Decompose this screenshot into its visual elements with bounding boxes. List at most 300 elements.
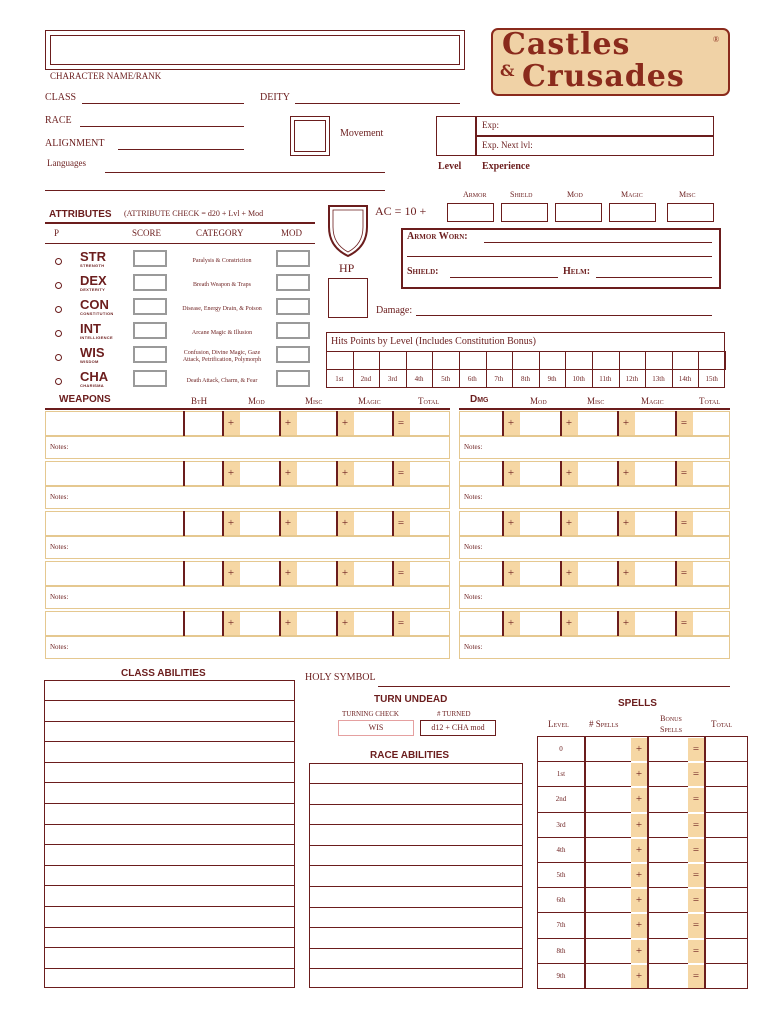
weapons-misc-label: Misc — [305, 396, 323, 406]
attribute-full-name: STRENGTH — [80, 263, 105, 268]
class-ability-line[interactable] — [45, 782, 294, 783]
turning-check-box — [338, 720, 414, 736]
helm-field[interactable] — [596, 277, 712, 278]
weapon-divider — [279, 411, 281, 436]
deity-field[interactable] — [295, 103, 460, 104]
weapon-divider — [392, 611, 394, 636]
dmg-magic-label: Magic — [641, 396, 664, 406]
col-category: CATEGORY — [196, 228, 244, 238]
equals-sign: = — [688, 864, 704, 887]
ac-mod-box[interactable] — [555, 203, 602, 222]
ac-mod-label: Mod — [567, 190, 583, 199]
spell-count-input[interactable] — [584, 964, 631, 989]
plus-sign: + — [279, 612, 297, 635]
attribute-mod-input[interactable] — [276, 370, 310, 387]
weapon-divider — [222, 511, 224, 536]
ac-armor-box[interactable] — [447, 203, 494, 222]
character-name-label: CHARACTER NAME/RANK — [50, 71, 162, 81]
spell-total-input[interactable] — [704, 888, 747, 913]
weapon-divider — [183, 511, 185, 536]
race-ability-line[interactable] — [310, 845, 522, 846]
attribute-abbr-text: CON — [80, 297, 109, 312]
equals-sign: = — [688, 940, 704, 963]
alignment-field[interactable] — [118, 149, 244, 150]
helm-label: Helm: — [563, 266, 591, 277]
movement-box[interactable] — [290, 116, 330, 156]
prime-attribute-toggle[interactable] — [55, 330, 62, 337]
attribute-abbr-text: CHA — [80, 369, 109, 384]
spell-count-input[interactable] — [584, 888, 631, 913]
attribute-score-input[interactable] — [133, 322, 167, 339]
class-ability-line[interactable] — [45, 947, 294, 948]
spell-total-input[interactable] — [704, 964, 747, 989]
hp-level-divider — [698, 370, 699, 388]
plus-sign: + — [502, 512, 520, 535]
equals-sign: = — [688, 965, 704, 988]
hp-level-input[interactable] — [326, 351, 354, 370]
languages-field[interactable] — [105, 172, 385, 173]
weapons-header-line — [45, 408, 450, 410]
damage-divider — [560, 411, 562, 436]
damage-divider — [560, 561, 562, 586]
class-ability-line[interactable] — [45, 968, 294, 969]
damage-notes-label: Notes: — [464, 493, 483, 501]
hp-by-level-title: Hits Points by Level (Includes Constitution Bonus) — [331, 336, 536, 347]
hp-level-input[interactable] — [698, 351, 726, 370]
attribute-abbr-text: WIS — [80, 345, 105, 360]
turning-check-label: TURNING CHECK — [342, 710, 399, 718]
weapon-notes-label: Notes: — [50, 443, 69, 451]
dmg-mod-label: Mod — [530, 396, 547, 406]
plus-sign: + — [279, 462, 297, 485]
hp-level-input[interactable] — [432, 351, 460, 370]
damage-divider — [560, 511, 562, 536]
plus-sign: + — [279, 562, 297, 585]
spell-total-input[interactable] — [704, 762, 747, 787]
bonus-spell-input[interactable] — [647, 838, 688, 863]
spell-count-input[interactable] — [584, 787, 631, 812]
class-ability-line[interactable] — [45, 824, 294, 825]
hp-level-divider — [486, 370, 487, 388]
class-ability-line[interactable] — [45, 721, 294, 722]
equals-sign: = — [392, 562, 410, 585]
equals-sign: = — [688, 889, 704, 912]
plus-sign: + — [617, 462, 635, 485]
plus-sign: + — [631, 738, 647, 761]
race-ability-line[interactable] — [310, 886, 522, 887]
plus-sign: + — [631, 839, 647, 862]
level-box[interactable] — [436, 116, 476, 156]
race-ability-line[interactable] — [310, 907, 522, 908]
plus-sign: + — [502, 612, 520, 635]
hp-level-label: 13th — [652, 375, 665, 383]
hp-level-input[interactable] — [406, 351, 434, 370]
plus-sign: + — [631, 814, 647, 837]
damage-divider — [617, 611, 619, 636]
weapon-notes-input[interactable] — [45, 436, 450, 459]
ac-magic-box[interactable] — [609, 203, 656, 222]
weapon-divider — [222, 561, 224, 586]
plus-sign: + — [631, 763, 647, 786]
spell-total-input[interactable] — [704, 737, 747, 762]
damage-notes-label: Notes: — [464, 593, 483, 601]
character-name-field[interactable] — [45, 30, 465, 70]
spell-total-input[interactable] — [704, 813, 747, 838]
weapon-name-input[interactable] — [45, 411, 450, 436]
prime-attribute-toggle[interactable] — [55, 282, 62, 289]
hp-level-divider — [406, 370, 407, 388]
equals-sign: = — [688, 788, 704, 811]
holy-symbol-field[interactable] — [378, 686, 730, 687]
equals-sign: = — [675, 512, 693, 535]
weapon-divider — [279, 461, 281, 486]
hp-level-divider — [565, 370, 566, 388]
weapon-divider — [392, 461, 394, 486]
hp-level-divider — [645, 370, 646, 388]
damage-notes-label: Notes: — [464, 543, 483, 551]
bonus-spell-input[interactable] — [647, 964, 688, 989]
plus-sign: + — [560, 462, 578, 485]
damage-divider — [560, 611, 562, 636]
languages-label: Languages — [47, 158, 86, 168]
damage-divider — [617, 511, 619, 536]
weapons-total-label: Total — [418, 396, 440, 406]
class-ability-line[interactable] — [45, 762, 294, 763]
equals-sign: = — [688, 839, 704, 862]
hp-level-divider — [379, 370, 380, 388]
attribute-full-name: CHARISMA — [80, 383, 104, 388]
dmg-total-label: Total — [699, 396, 721, 406]
col-p: P — [54, 228, 60, 238]
plus-sign: + — [336, 462, 354, 485]
attribute-category: Confusion, Divine Magic, Gaze Attack, Petrification, Polymorph — [182, 350, 262, 363]
attribute-score-input[interactable] — [133, 298, 167, 315]
attribute-mod-input[interactable] — [276, 298, 310, 315]
weapon-divider — [336, 611, 338, 636]
class-label: CLASS — [45, 92, 77, 103]
ac-misc-box[interactable] — [667, 203, 714, 222]
armor-worn-label: Armor Worn: — [407, 231, 468, 242]
equals-sign: = — [392, 512, 410, 535]
equals-sign: = — [688, 763, 704, 786]
weapon-name-input[interactable] — [45, 461, 450, 486]
spell-row-line — [538, 862, 584, 863]
attribute-category: Arcane Magic & Illusion — [191, 329, 253, 336]
weapon-notes-label: Notes: — [50, 593, 69, 601]
damage-divider — [560, 461, 562, 486]
bonus-spell-input[interactable] — [647, 737, 688, 762]
hp-level-input[interactable] — [353, 351, 381, 370]
spell-row-line — [538, 988, 584, 989]
spell-total-input[interactable] — [704, 863, 747, 888]
attribute-full-name: WISDOM — [80, 359, 99, 364]
race-field[interactable] — [80, 126, 244, 127]
attribute-check: (ATTRIBUTE CHECK = d20 + Lvl + Mod — [124, 209, 264, 218]
weapon-name-input[interactable] — [45, 611, 450, 636]
logo-line-2: Crusades — [522, 59, 685, 94]
level-label: Level — [438, 161, 462, 172]
spell-row-line — [538, 761, 584, 762]
attribute-category: Paralysis & Constriction — [192, 257, 252, 264]
weapon-divider — [183, 461, 185, 486]
hp-level-label: 9th — [547, 375, 557, 383]
bonus-spell-input[interactable] — [647, 888, 688, 913]
plus-sign: + — [631, 914, 647, 937]
damage-divider — [617, 411, 619, 436]
spell-count-input[interactable] — [584, 813, 631, 838]
shield-icon — [326, 203, 370, 259]
damage-label: Damage: — [376, 305, 413, 316]
dmg-header-line — [459, 408, 730, 410]
spells-bonus-label: Bonus Spells — [659, 714, 683, 734]
prime-attribute-toggle[interactable] — [55, 354, 62, 361]
hp-level-label: 15th — [705, 375, 718, 383]
hp-level-input[interactable] — [565, 351, 593, 370]
spell-total-input[interactable] — [704, 787, 747, 812]
equals-sign: = — [392, 462, 410, 485]
turn-undead-title: TURN UNDEAD — [374, 694, 448, 705]
spell-row-line — [538, 837, 584, 838]
weapon-divider — [392, 411, 394, 436]
bonus-spell-input[interactable] — [647, 762, 688, 787]
shield-field[interactable] — [450, 277, 558, 278]
weapons-bth-label: BtH — [191, 396, 208, 406]
ac-label: AC = 10 + — [375, 204, 427, 218]
alignment-label: ALIGNMENT — [45, 138, 105, 149]
damage-divider — [675, 561, 677, 586]
damage-notes-input[interactable] — [459, 636, 730, 659]
attribute-abbr-text: DEX — [80, 273, 107, 288]
weapon-notes-input[interactable] — [45, 536, 450, 559]
weapon-divider — [279, 511, 281, 536]
spell-level-label: 6th — [556, 896, 566, 905]
hp-level-label: 2nd — [360, 375, 372, 383]
equals-sign: = — [392, 412, 410, 435]
exp-field[interactable] — [476, 116, 714, 136]
attribute-category: Breath Weapon & Traps — [193, 281, 251, 288]
weapon-divider — [222, 411, 224, 436]
class-ability-line[interactable] — [45, 885, 294, 886]
plus-sign: + — [631, 788, 647, 811]
plus-sign: + — [560, 512, 578, 535]
spell-row-line — [538, 963, 584, 964]
prime-attribute-toggle[interactable] — [55, 378, 62, 385]
class-ability-line[interactable] — [45, 906, 294, 907]
plus-sign: + — [222, 462, 240, 485]
race-ability-line[interactable] — [310, 948, 522, 949]
weapon-divider — [336, 461, 338, 486]
spell-total-input[interactable] — [704, 913, 747, 938]
weapon-divider — [222, 611, 224, 636]
attribute-score-input[interactable] — [133, 370, 167, 387]
attribute-score-input[interactable] — [133, 250, 167, 267]
ac-magic-label: Magic — [621, 190, 643, 199]
col-score: SCORE — [132, 228, 162, 238]
hp-level-label: 12th — [625, 375, 639, 383]
race-ability-line[interactable] — [310, 783, 522, 784]
class-field[interactable] — [82, 103, 244, 104]
weapon-divider — [183, 561, 185, 586]
damage-divider — [617, 461, 619, 486]
weapons-title: WEAPONS — [59, 394, 111, 405]
attribute-full-name: DEXTERITY — [80, 287, 106, 292]
hp-level-input[interactable] — [379, 351, 407, 370]
attribute-score-input[interactable] — [133, 274, 167, 291]
bonus-spell-input[interactable] — [647, 863, 688, 888]
spell-level-label: 8th — [556, 946, 566, 955]
plus-sign: + — [560, 412, 578, 435]
dmg-title: Dmg — [470, 394, 489, 405]
attribute-mod-input[interactable] — [276, 250, 310, 267]
damage-notes-input[interactable] — [459, 486, 730, 509]
weapon-name-input[interactable] — [45, 561, 450, 586]
exp-label: Exp: — [482, 120, 499, 130]
logo-registered: ® — [713, 35, 720, 44]
turning-check-wis: WIS — [368, 723, 384, 732]
bonus-spell-input[interactable] — [647, 787, 688, 812]
turned-label: # TURNED — [437, 710, 471, 718]
damage-notes-label: Notes: — [464, 643, 483, 651]
bonus-spell-input[interactable] — [647, 939, 688, 964]
weapon-divider — [336, 561, 338, 586]
damage-notes-input[interactable] — [459, 586, 730, 609]
deity-label: DEITY — [260, 92, 290, 103]
class-ability-line[interactable] — [45, 803, 294, 804]
weapon-notes-input[interactable] — [45, 636, 450, 659]
damage-divider — [502, 561, 504, 586]
spell-level-label: 4th — [556, 845, 566, 854]
spells-level-label: Level — [548, 719, 569, 729]
spell-count-input[interactable] — [584, 939, 631, 964]
movement-label: Movement — [340, 128, 384, 139]
attribute-abbr-text: INT — [80, 321, 101, 336]
equals-sign: = — [392, 612, 410, 635]
holy-symbol-label: HOLY SYMBOL — [305, 672, 376, 683]
armor-worn-field-2[interactable] — [407, 256, 712, 257]
attributes-divider — [45, 222, 315, 224]
class-ability-line[interactable] — [45, 927, 294, 928]
equals-sign: = — [688, 914, 704, 937]
spell-level-label: 7th — [556, 921, 566, 930]
hp-box[interactable] — [328, 278, 368, 318]
race-ability-line[interactable] — [310, 927, 522, 928]
prime-attribute-toggle[interactable] — [55, 258, 62, 265]
damage-divider — [617, 561, 619, 586]
turned-formula: d12 + CHA mod — [431, 723, 485, 732]
damage-field[interactable] — [416, 315, 712, 316]
class-abilities-box[interactable] — [44, 680, 295, 988]
class-ability-line[interactable] — [45, 844, 294, 845]
spell-total-input[interactable] — [704, 838, 747, 863]
spell-count-input[interactable] — [584, 838, 631, 863]
plus-sign: + — [279, 412, 297, 435]
hp-level-input[interactable] — [619, 351, 647, 370]
spell-level-label: 3rd — [556, 820, 566, 829]
hp-level-label: 7th — [494, 375, 504, 383]
spells-title: SPELLS — [618, 698, 657, 709]
attribute-mod-input[interactable] — [276, 274, 310, 291]
bonus-spell-input[interactable] — [647, 813, 688, 838]
hp-level-divider — [592, 370, 593, 388]
race-abilities-box[interactable] — [309, 763, 523, 988]
attribute-abbr-text: STR — [80, 249, 106, 264]
spell-count-input[interactable] — [584, 863, 631, 888]
plus-sign: + — [336, 612, 354, 635]
damage-notes-input[interactable] — [459, 436, 730, 459]
spell-count-input[interactable] — [584, 762, 631, 787]
plus-sign: + — [560, 562, 578, 585]
weapon-notes-input[interactable] — [45, 586, 450, 609]
logo-line-1: Castles — [502, 27, 631, 62]
logo-ampersand: & — [500, 61, 516, 80]
armor-worn-field[interactable] — [484, 242, 712, 243]
hp-level-input[interactable] — [459, 351, 487, 370]
race-ability-line[interactable] — [310, 804, 522, 805]
plus-sign: + — [617, 512, 635, 535]
class-ability-line[interactable] — [45, 700, 294, 701]
prime-attribute-toggle[interactable] — [55, 306, 62, 313]
languages-field-2[interactable] — [45, 190, 385, 191]
weapon-divider — [222, 461, 224, 486]
exp-next-label: Exp. Next lvl: — [482, 140, 533, 150]
damage-divider — [675, 511, 677, 536]
spell-count-input[interactable] — [584, 737, 631, 762]
col-mod: MOD — [281, 228, 303, 238]
weapon-divider — [392, 511, 394, 536]
weapon-divider — [336, 411, 338, 436]
weapon-name-input[interactable] — [45, 511, 450, 536]
spell-total-input[interactable] — [704, 939, 747, 964]
race-ability-line[interactable] — [310, 865, 522, 866]
ac-armor-label: Armor — [463, 190, 487, 199]
hp-level-input[interactable] — [539, 351, 567, 370]
equals-sign: = — [675, 612, 693, 635]
hp-level-input[interactable] — [512, 351, 540, 370]
ac-shield-box[interactable] — [501, 203, 548, 222]
plus-sign: + — [631, 940, 647, 963]
race-ability-line[interactable] — [310, 824, 522, 825]
attribute-full-name: INTELLIGENCE — [80, 335, 113, 340]
class-ability-line[interactable] — [45, 865, 294, 866]
weapon-notes-input[interactable] — [45, 486, 450, 509]
dmg-misc-label: Misc — [587, 396, 605, 406]
damage-notes-input[interactable] — [459, 536, 730, 559]
plus-sign: + — [502, 412, 520, 435]
hp-level-input[interactable] — [486, 351, 514, 370]
plus-sign: + — [631, 965, 647, 988]
attribute-score-input[interactable] — [133, 346, 167, 363]
hp-level-input[interactable] — [592, 351, 620, 370]
damage-divider — [675, 461, 677, 486]
turned-box — [420, 720, 496, 736]
attribute-mod-input[interactable] — [276, 322, 310, 339]
race-ability-line[interactable] — [310, 968, 522, 969]
hp-level-label: 4th — [414, 375, 424, 383]
class-ability-line[interactable] — [45, 741, 294, 742]
weapon-divider — [279, 561, 281, 586]
spell-row-line — [538, 812, 584, 813]
bonus-spell-input[interactable] — [647, 913, 688, 938]
hp-level-input[interactable] — [672, 351, 700, 370]
damage-divider — [502, 461, 504, 486]
spell-row-line — [538, 887, 584, 888]
plus-sign: + — [336, 562, 354, 585]
damage-divider — [675, 611, 677, 636]
hp-level-input[interactable] — [645, 351, 673, 370]
plus-sign: + — [222, 612, 240, 635]
spell-count-input[interactable] — [584, 913, 631, 938]
attribute-mod-input[interactable] — [276, 346, 310, 363]
